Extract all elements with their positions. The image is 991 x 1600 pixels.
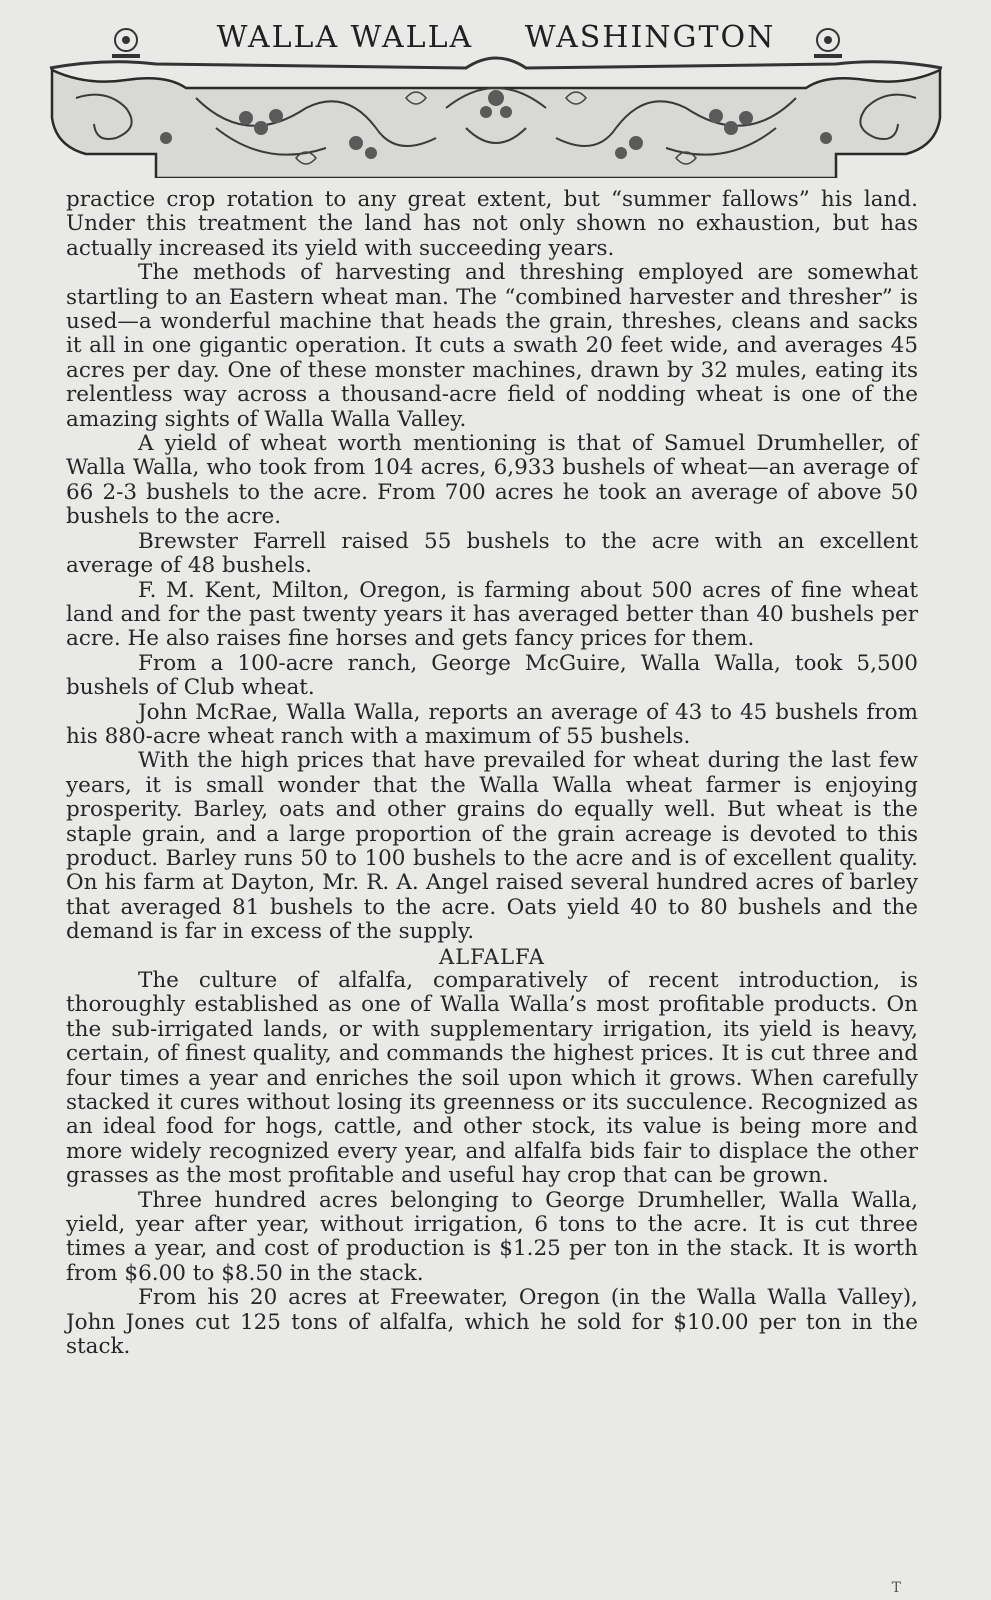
paragraph: With the high prices that have prevailed for wheat during the last few years, it is small wonder that the Walla Walla wheat farmer is enjoying prosperity. Barley, oats and other grains do equally well. But wheat is the staple grain, and a large proportion of the grain acreage is devoted to this product. Barley runs 50 to 100 bushels to the acre and is of excellent quality. On his farm at Dayton, Mr. R. A. Angel raised several hundred acres of barley that averaged 81 bushels to the acre. Oats yield 40 to 80 bushels and the demand is far in excess of the supply. [66, 748, 918, 945]
article-body [66, 188, 918, 1360]
paragraph: Brewster Farrell raised 55 bushels to the acre with an excellent average of 48 bushels. [66, 528, 918, 579]
title-city: WALLA WALLA [216, 20, 474, 55]
paragraph: practice crop rotation to any great extent, but “summer fallows” his land. Under this treatment the land has not only shown no exhaustion, but has actually increased its yield with succeeding years. [66, 187, 918, 261]
page-header [46, 8, 946, 178]
paragraph: A yield of wheat worth mentioning is that of Samuel Drumheller, of Walla Walla, who took from 104 acres, 6,933 bushels of wheat—an average of 66 2-3 bushels to the acre. From 700 acres he took an average of above 50 bushels to the acre. [66, 431, 918, 530]
paragraph: Three hundred acres belonging to George Drumheller, Walla Walla, yield, year after year, without irrigation, 6 tons to the acre. It is cut three times a year, and cost of production is $1.25 per ton in the stack. It is worth from $6.00 to $8.50 in the stack. [66, 1187, 918, 1286]
paragraph: John McRae, Walla Walla, reports an average of 43 to 45 bushels from his 880-acre wheat ranch with a maximum of 55 bushels. [66, 699, 918, 749]
page-footer-mark: T [891, 1580, 901, 1596]
paragraph: The culture of alfalfa, comparatively of recent introduction, is thoroughly established as one of Walla Walla’s most profitable products. On the sub-irrigated lands, or with supplementary irrigation, its yield is heavy, certain, of finest quality, and commands the highest prices. It is cut three and four times a year and enriches the soil upon which it grows. When carefully stacked it cures without losing its greenness or its succulence. Recognized as an ideal food for hogs, cattle, and other stock, its value is being more and more widely recognized every year, and alfalfa bids fair to displace the other grasses as the most profitable and useful hay crop that can be grown. [66, 968, 918, 1189]
title-state: WASHINGTON [524, 20, 776, 55]
paragraph: F. M. Kent, Milton, Oregon, is farming about 500 acres of fine wheat land and for the past twenty years it has averaged better than 40 bushels per acre. He also raises fine horses and gets fancy prices for them. [66, 577, 918, 652]
paragraph: From a 100-acre ranch, George McGuire, Walla Walla, took 5,500 bushels of Club wheat. [66, 650, 918, 701]
section-heading: ALFALFA [439, 944, 545, 969]
paragraph: The methods of harvesting and threshing employed are somewhat startling to an Eastern wheat man. The “combined harvester and thresher” is used—a wonderful machine that heads the grain, threshes, cleans and sacks it all in one gigantic operation. It cuts a swath 20 feet wide, and averages 45 acres per day. One of these monster machines, drawn by 32 mules, eating its relentless way across a thousand-acre field of nodding wheat is one of the amazing sights of Walla Walla Valley. [66, 260, 918, 432]
paragraph: From his 20 acres at Freewater, Oregon (in the Walla Walla Valley), John Jones cut 125 tons of alfalfa, which he sold for $10.00 per ton in the stack. [66, 1285, 918, 1360]
page-title [46, 20, 946, 55]
